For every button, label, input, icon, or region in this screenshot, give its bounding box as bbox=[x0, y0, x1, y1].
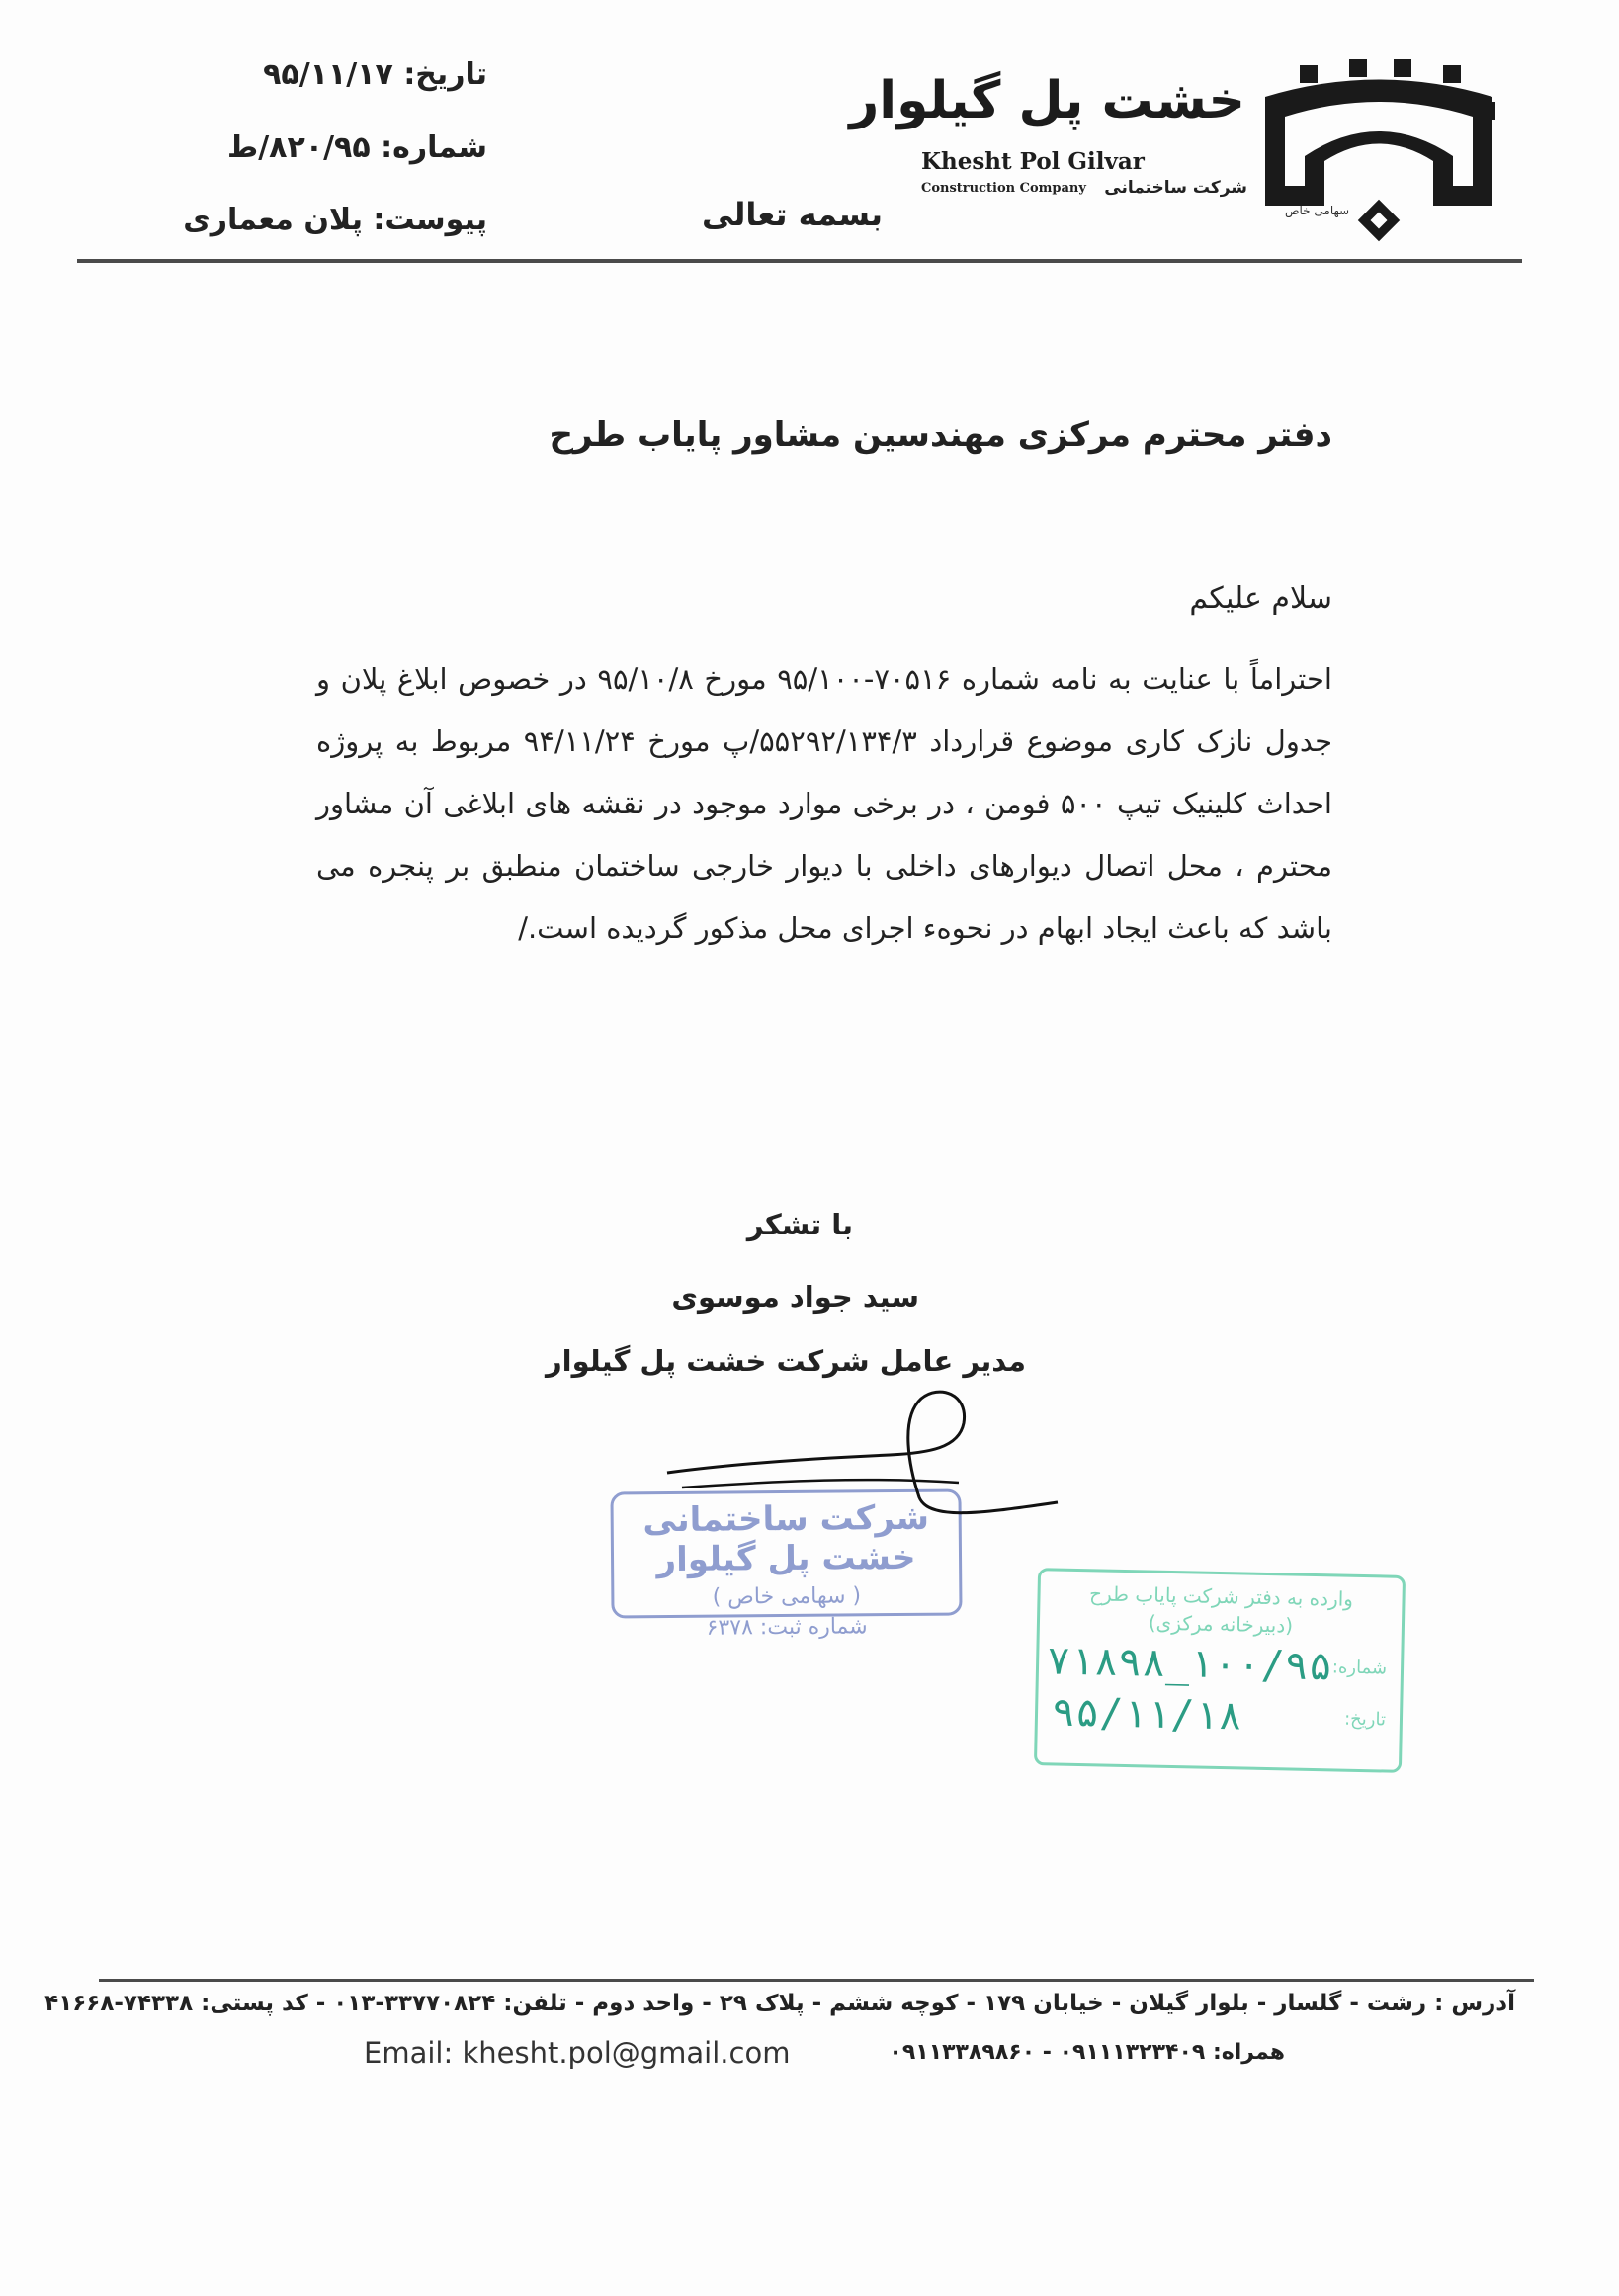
company-name-fa: خشت پل گیلوار bbox=[849, 71, 1245, 130]
company-small-text: سهامی خاص bbox=[1285, 204, 1350, 217]
received-stamp-sub: (دبیرخانه مرکزی) bbox=[1148, 1610, 1294, 1638]
date-label: تاریخ: bbox=[403, 57, 487, 92]
footer-email: Email: khesht.pol@gmail.com bbox=[364, 2036, 791, 2070]
letter-number bbox=[227, 130, 487, 165]
number-label: شماره: bbox=[381, 130, 487, 165]
received-number-label: شماره: bbox=[1331, 1656, 1388, 1679]
footer-divider bbox=[99, 1979, 1534, 1982]
attachment-label: پیوست: bbox=[373, 203, 487, 237]
attachment-value: پلان معماری bbox=[183, 203, 363, 237]
number-value: ۸۲۰/۹۵/ط bbox=[227, 130, 371, 165]
company-type-fa: شرکت ساختمانی bbox=[1104, 178, 1247, 198]
date-value: ۹۵/۱۱/۱۷ bbox=[263, 57, 393, 92]
handwritten-signature bbox=[662, 1364, 1077, 1562]
footer-mobile: همراه: ۰۹۱۱۱۳۲۳۴۰۹ - ۰۹۱۱۳۳۸۹۸۶۰ bbox=[889, 2040, 1285, 2065]
received-stamp-title: وارده به دفتر شرکت پایاب طرح bbox=[1088, 1581, 1354, 1611]
letter-attachment bbox=[183, 203, 487, 237]
received-date-label: تاریخ: bbox=[1343, 1708, 1387, 1731]
received-number-row bbox=[1046, 1638, 1388, 1690]
bismillah-heading: بسمه تعالی bbox=[702, 196, 884, 233]
received-date-row bbox=[1052, 1689, 1387, 1742]
company-type-line bbox=[921, 178, 1247, 198]
company-stamp-title: شرکت ساختمانی خشت پل گیلوار bbox=[642, 1497, 930, 1580]
signatory-title: مدیر عامل شرکت خشت پل گیلوار bbox=[545, 1344, 1026, 1378]
greeting-line: سلام علیکم bbox=[1189, 581, 1332, 616]
signatory-name: سید جواد موسوی bbox=[671, 1280, 919, 1314]
header-divider bbox=[77, 259, 1522, 263]
footer-address: آدرس : رشت - گلسار - بلوار گیلان - خیابان ۱۷۹ - کوچه ششم - پلاک ۲۹ - واحد دوم - تلفن: ۳۳۷۷۰۸۲۴-۰۱۳ - کد پستی: ۷۴۳۳۸-۴۱۶۶۸ bbox=[44, 1991, 1515, 2016]
company-stamp-sub: ( سهامی خاص ) bbox=[712, 1583, 862, 1610]
letter-date bbox=[263, 57, 487, 92]
recipient-line: دفتر محترم مرکزی مهندسین مشاور پایاب طرح bbox=[549, 415, 1332, 455]
letter-body-paragraph: احتراماً با عنایت به نامه شماره ۷۰۵۱۶-۹۵/۱۰۰ مورخ ۹۵/۱۰/۸ در خصوص ابلاغ پلان و جدول نازک کاری موضوع قرارداد ۵۵۲۹۲/۱۳۴/۳/پ مورخ ۹۴/۱۱/۲۴ مربوط به پروژه احداث کلینیک تیپ ۵۰۰ فومن ، در برخی موارد موجود در نقشه های ابلاغی آن مشاور محترم ، محل اتصال دیوارهای داخلی با دیوار خارجی ساختمان منطبق بر پنجره می باشد که باعث ایجاد ابهام در نحوه‌ء اجرای محل مذکور گردیده است./ bbox=[316, 662, 1332, 945]
received-number-value: ۱۰۰/۹۵_۷۱۸۹۸ bbox=[1046, 1638, 1333, 1690]
company-stamp-number: شماره ثبت: ۶۳۷۸ bbox=[706, 1614, 868, 1641]
received-stamp bbox=[1034, 1568, 1406, 1773]
company-name-en: Khesht Pol Gilvar bbox=[921, 148, 1145, 175]
company-type-en: Construction Company bbox=[921, 180, 1086, 196]
closing-thanks: با تشکر bbox=[746, 1208, 853, 1241]
received-date-value: ۹۵/۱۱/۱۸ bbox=[1051, 1689, 1243, 1740]
